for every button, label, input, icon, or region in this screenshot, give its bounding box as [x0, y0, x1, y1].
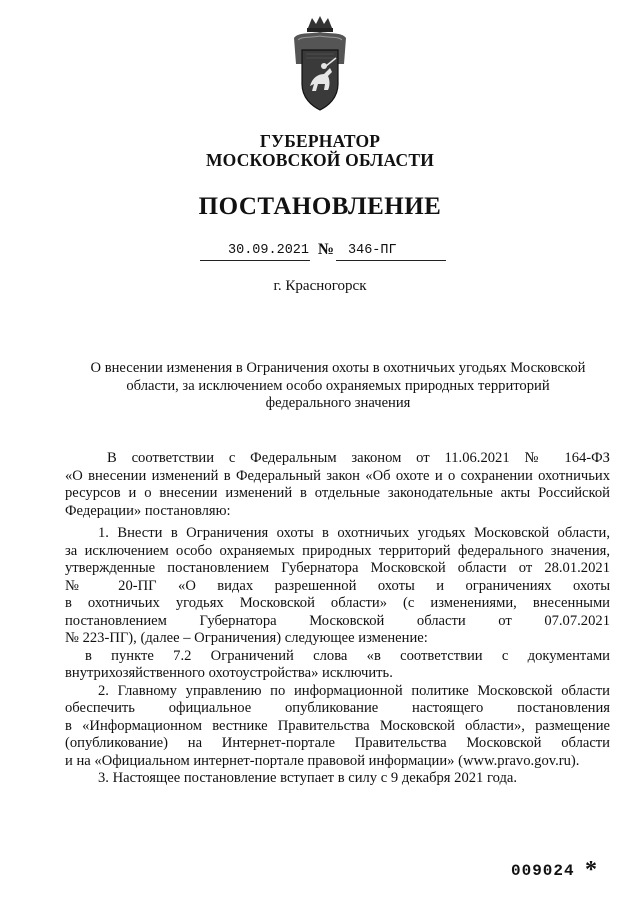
body-line: и на «Официальном интернет-портале правовой информации» (www.pravo.gov.ru).	[65, 752, 580, 769]
date-underline	[200, 260, 310, 261]
body-line: «О внесении изменений в Федеральный закон «Об охоте и о сохранении охотничьих	[65, 467, 610, 484]
body-line: (опубликование) на Интернет-портале Правительства Московской области	[65, 735, 610, 751]
body-line: утвержденные постановлением Губернатора Московской области от 28.01.2021	[65, 560, 610, 576]
document-subject	[80, 360, 596, 413]
coat-of-arms-icon	[284, 14, 356, 114]
body-line: в охотничьих угодьях Московской области» (с изменениями, внесенными	[65, 595, 610, 611]
body-line: № 20-ПГ «О видах разрешенной охоты и ограничениях охоты	[65, 577, 610, 594]
body-line: в пункте 7.2 Ограничений слова «в соответствии с документами	[85, 647, 610, 664]
document-number: 346-ПГ	[348, 243, 397, 258]
city-name: г. Красногорск	[273, 278, 367, 294]
body-line: 3. Настоящее постановление вступает в силу с 9 декабря 2021 года.	[98, 770, 518, 786]
issuer-line-2: МОСКОВСКОЙ ОБЛАСТИ	[205, 150, 435, 170]
body-line: ресурсов и о внесении изменений в отдельные законодательные акты Российской	[65, 485, 610, 501]
asterisk-mark: *	[585, 857, 597, 883]
body-line: 2. Главному управлению по информационной политике Московской области	[98, 682, 610, 699]
body-line: за исключением особо охраняемых природных территорий федерального значения,	[65, 542, 610, 559]
subject-line: О внесении изменения в Ограничения охоты в охотничьих угодьях Московской	[90, 360, 586, 376]
number-underline	[336, 260, 446, 261]
body-line: Федерации» постановляю:	[65, 502, 231, 519]
number-sign: №	[318, 241, 335, 258]
serial-number: 009024	[511, 862, 575, 880]
subject-line: области, за исключением особо охраняемых природных территорий	[126, 377, 550, 394]
subject-line: федерального значения	[265, 395, 411, 411]
body-line: в «Информационном вестнике Правительства Московской области», размещение	[65, 717, 610, 734]
document-type-title: ПОСТАНОВЛЕНИЕ	[198, 193, 442, 220]
body-line: постановлением Губернатора Московской области от 07.07.2021	[65, 612, 610, 629]
document-date: 30.09.2021	[228, 243, 310, 258]
body-line: 1. Внести в Ограничения охоты в охотничьих угодьях Московской области,	[98, 525, 610, 541]
issuer-line-1: ГУБЕРНАТОР	[259, 131, 381, 151]
document-body	[65, 450, 610, 788]
body-line: В соответствии с Федеральным законом от 11.06.2021 № 164-ФЗ	[107, 450, 610, 466]
body-line: обеспечить официальное опубликование настоящего постановления	[65, 700, 610, 716]
body-line: № 223-ПГ), (далее – Ограничения) следующее изменение:	[65, 630, 428, 646]
date-number-line	[200, 240, 446, 262]
body-line: внутрихозяйственного охотоустройства» исключить.	[65, 665, 393, 681]
